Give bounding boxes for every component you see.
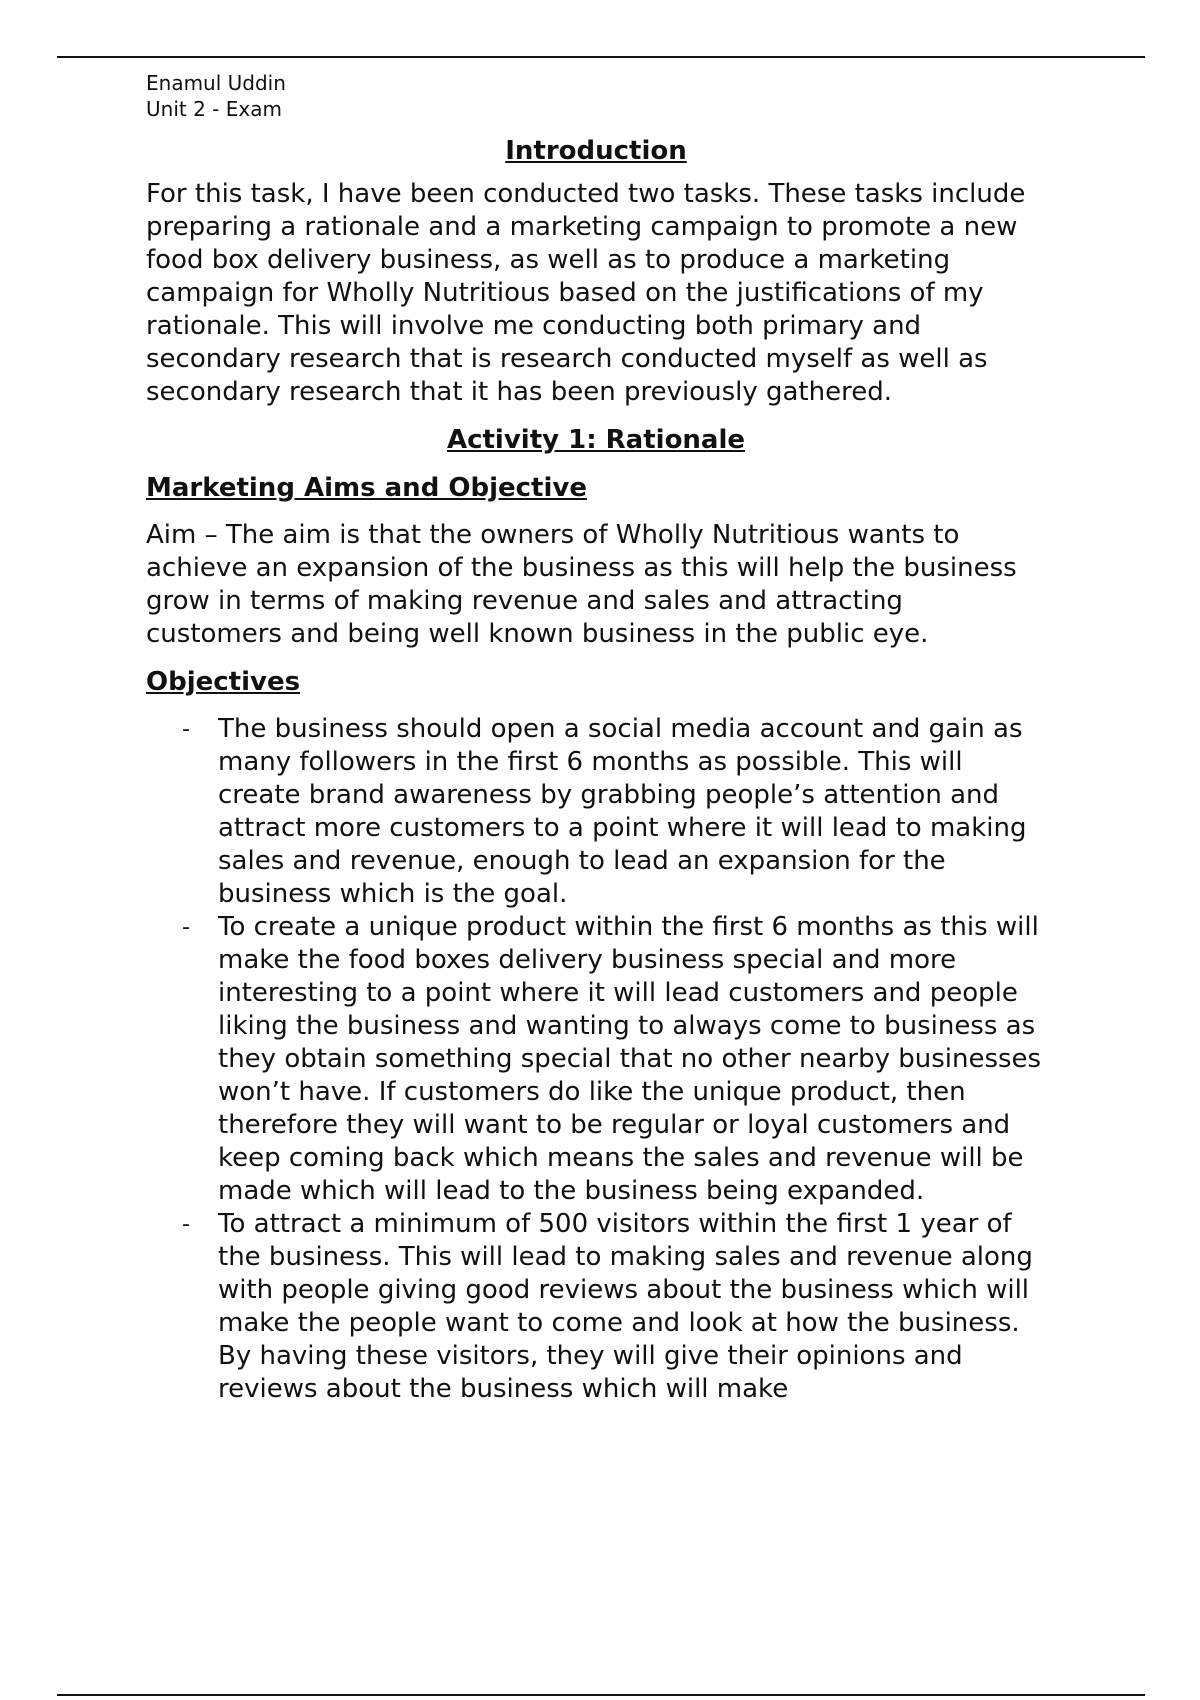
bullet-dash-icon: -	[182, 717, 190, 742]
bullet-dash-icon: -	[182, 915, 190, 940]
aim-paragraph: Aim – The aim is that the owners of Wholly Nutritious wants to achieve an expansion of the business as this will help the business grow in terms of making revenue and sales and attracting customers and being well known business in the public eye.	[146, 520, 1017, 649]
unit-label: Unit 2 - Exam	[146, 97, 282, 121]
objective-text: To create a unique product within the first 6 months as this will make the food boxes delivery business special and more interesting to a point where it will lead customers and people liking the business and wanting to always come to business as they obtain something special that no other nearby businesses won’t have. If customers do like the unique product, then therefore they will want to be regular or loyal customers and keep coming back which means the sales and revenue will be made which will lead to the business being expanded.	[218, 912, 1042, 1206]
top-rule	[57, 56, 1145, 58]
activity-1-heading: Activity 1: Rationale	[446, 425, 746, 455]
marketing-aims-heading: Marketing Aims and Objective	[146, 473, 587, 503]
bottom-rule	[57, 1694, 1145, 1696]
objective-item-2	[146, 911, 1046, 1208]
introduction-paragraph: For this task, I have been conducted two tasks. These tasks include preparing a rationale and a marketing campaign to promote a new food box delivery business, as well as to produce a marketing campaign for Wholly Nutritious based on the justifications of my rationale. This will involve me conducting both primary and secondary research that is research conducted myself as well as secondary research that it has been previously gathered.	[146, 179, 1026, 407]
objective-item-3	[146, 1208, 1046, 1406]
objective-text: The business should open a social media account and gain as many followers in the first 6 months as possible. This will create brand awareness by grabbing people’s attention and attract more customers to a point where it will lead to making sales and revenue, enough to lead an expansion for the business which is the goal.	[218, 714, 1027, 909]
introduction-heading: Introduction	[505, 136, 687, 166]
objectives-list	[146, 713, 1046, 1406]
objective-item-1	[146, 713, 1046, 911]
document-header	[146, 70, 1046, 122]
document-page	[146, 70, 1046, 1406]
objective-text: To attract a minimum of 500 visitors within the first 1 year of the business. This will lead to making sales and revenue along with people giving good reviews about the business which will make the people want to come and look at how the business. By having these visitors, they will give their opinions and reviews about the business which will make	[218, 1209, 1033, 1404]
objectives-heading: Objectives	[146, 667, 301, 697]
bullet-dash-icon: -	[182, 1212, 190, 1237]
author-name: Enamul Uddin	[146, 71, 286, 95]
